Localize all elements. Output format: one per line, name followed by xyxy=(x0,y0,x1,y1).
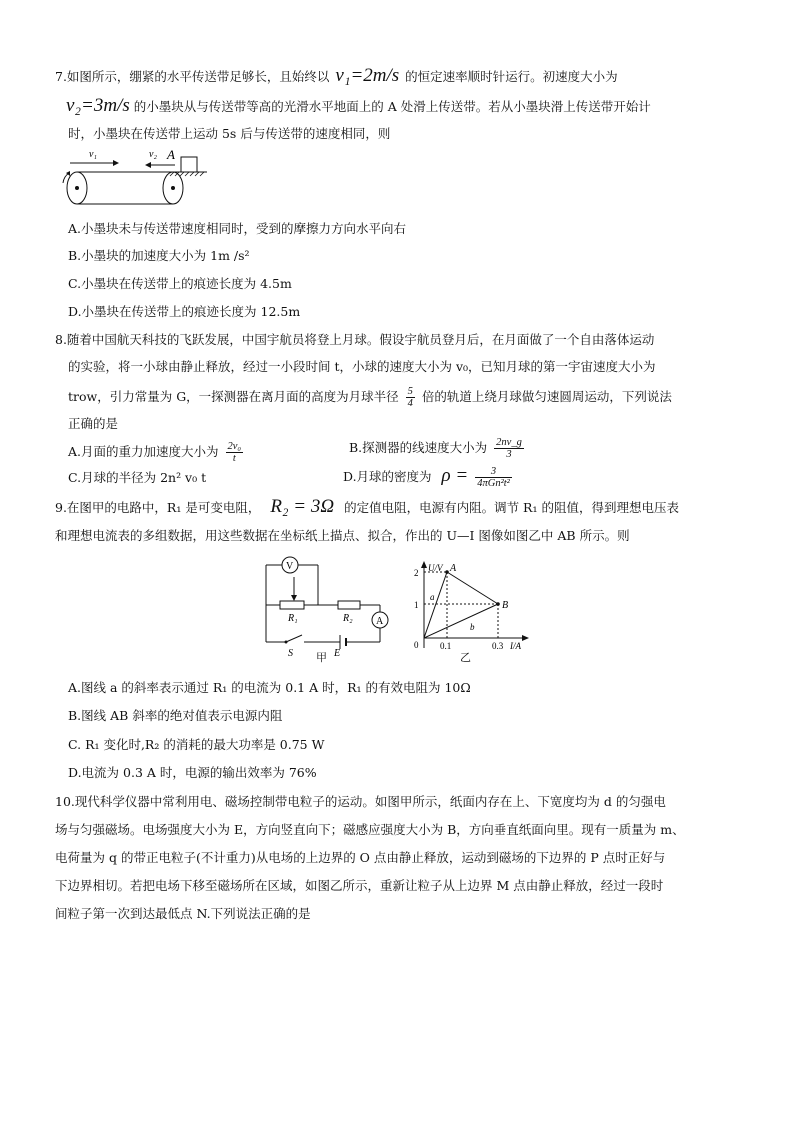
ammeter-symbol: A xyxy=(376,616,384,627)
q9-option-c: C. R₁ 变化时,R₂ 的消耗的最大功率是 0.75 W xyxy=(68,737,325,752)
q7-stem-line2: v₂=3m/s 的小墨块从与传送带等高的光滑水平地面上的 A 处滑上传送带。若从小墨块滑上传送带开始计 xyxy=(66,95,651,116)
q7-option-c: C.小墨块在传送带上的痕迹长度为 4.5m xyxy=(68,276,292,291)
q8-option-a: A.月面的重力加速度大小为 $\frac{\text{2v₀}}{t}$ xyxy=(68,441,242,464)
q8-optA-frac: $\frac{\text{2v₀}}{t}$ xyxy=(227,441,242,464)
q8-optB-frac: $\frac{2nv\_g}{3}$ xyxy=(496,437,522,460)
fig-v1-label: v₁ xyxy=(89,149,97,160)
q7-option-a: A.小墨块未与传送带速度相同时，受到的摩擦力方向水平向右 xyxy=(68,221,407,236)
q10-line3: 电荷量为 q 的带正电粒子(不计重力)从电场的上边界的 O 点由静止释放，运动到磁场的下边界的 P 点时正好与 xyxy=(55,850,666,865)
q8-option-c: C.月球的半径为 2n² v₀ t xyxy=(68,470,207,485)
q7-option-d: D.小墨块在传送带上的痕迹长度为 12.5m xyxy=(68,304,301,319)
q9-stem-line1: 9.在图甲的电路中，R₁ 是可变电阻， R₂ = 3Ω 的定值电阻，电源有内阻。调节 R₁ 的阻值，得到理想电压表 xyxy=(55,496,679,517)
graph-point-B: B xyxy=(502,600,509,611)
q10-line1: 10.现代科学仪器中常利用电、磁场控制带电粒子的运动。如图甲所示，纸面内存在上、下宽度均为 d 的匀强电 xyxy=(55,794,666,809)
q8-stem-line4: 正确的是 xyxy=(68,416,119,431)
graph-point-A: A xyxy=(450,563,457,574)
q8-stem-line3: trow，引力常量为 G，一探测器在离月面的高度为月球半径 $\frac{5}{4}$ 倍的轨道上绕月球做匀速圆周运动，下列说法 xyxy=(68,386,672,409)
fig-v2-label: v₂ xyxy=(149,149,157,160)
q8-option-b: B.探测器的线速度大小为 $\frac{2nv\_g}{3}$ xyxy=(349,437,522,460)
circuit-diagram xyxy=(258,555,398,660)
emf-label: E xyxy=(334,648,341,659)
q10-line5: 间粒子第一次到达最低点 N.下列说法正确的是 xyxy=(55,906,311,921)
graph-y1: 1 xyxy=(414,600,419,610)
q9-option-d: D.电流为 0.3 A 时，电源的输出效率为 76% xyxy=(68,765,317,780)
graph-line-b: b xyxy=(470,622,475,632)
q9-stem-line2: 和理想电流表的多组数据，用这些数据在坐标纸上描点、拟合，作出的 U—I 图像如图乙中 AB 所示。则 xyxy=(55,528,630,543)
q7-v2-formula: v₂=3m/s xyxy=(66,95,130,116)
graph-origin: 0 xyxy=(414,640,419,650)
graph-caption: 乙 xyxy=(460,651,471,664)
circuit-caption: 甲 xyxy=(316,651,327,664)
q7-option-b: B.小墨块的加速度大小为 1m /s² xyxy=(68,248,250,263)
graph-line-a: a xyxy=(430,592,435,602)
q7-stem-line3: 时，小墨块在传送带上运动 5s 后与传送带的速度相同，则 xyxy=(68,126,391,141)
q7-stem-line1: 7.如图所示，绷紧的水平传送带足够长，且始终以 v₁=2m/s 的恒定速率顺时针运行。初速度大小为 xyxy=(55,65,618,86)
u-i-graph xyxy=(410,558,532,653)
graph-ylabel: U/V xyxy=(428,563,443,573)
q7-v1-formula: v₁=2m/s xyxy=(335,65,400,86)
q8-stem-line2: 的实验，将一小球由静止释放，经过一小段时间 t，小球的速度大小为 v₀，已知月球的第一宇宙速度大小为 xyxy=(68,359,656,374)
switch-label: S xyxy=(288,648,293,659)
q8-stem-line1: 8.随着中国航天科技的飞跃发展，中国宇航员将登上月球。假设宇航员登月后，在月面做了一个自由落体运动 xyxy=(55,332,655,347)
voltmeter-symbol: V xyxy=(286,561,294,572)
q8-optD-frac: $\frac{3}{\text{4πGn²t²}}$ xyxy=(477,466,510,489)
q10-line4: 下边界相切。若把电场下移至磁场所在区域，如图乙所示，重新让粒子从上边界 M 点由静止释放，经过一段时 xyxy=(55,878,664,893)
q9-r2-formula: R₂ = 3Ω xyxy=(270,496,335,517)
conveyor-belt-figure xyxy=(55,143,215,208)
fig-A-label: A xyxy=(167,147,175,162)
q9-option-a: A.图线 a 的斜率表示通过 R₁ 的电流为 0.1 A 时，R₁ 的有效电阻为 10Ω xyxy=(68,680,471,695)
r1-label: R₁ xyxy=(288,613,298,624)
graph-x03: 0.3 xyxy=(492,641,504,651)
q10-line2: 场与匀强磁场。电场强度大小为 E，方向竖直向下；磁感应强度大小为 B，方向垂直纸面向里。现有一质量为 m、 xyxy=(55,822,685,837)
graph-x01: 0.1 xyxy=(440,641,452,651)
graph-y2: 2 xyxy=(414,568,419,578)
r2-label: R₂ xyxy=(343,613,353,624)
q8-option-d: D.月球的密度为 ρ = $\frac{3}{\text{4πGn²t²}}$ xyxy=(343,465,510,489)
graph-xlabel: I/A xyxy=(510,641,521,651)
q9-option-b: B.图线 AB 斜率的绝对值表示电源内阻 xyxy=(68,708,283,723)
q8-five-fourths: $\frac{5}{4}$ xyxy=(407,386,413,409)
